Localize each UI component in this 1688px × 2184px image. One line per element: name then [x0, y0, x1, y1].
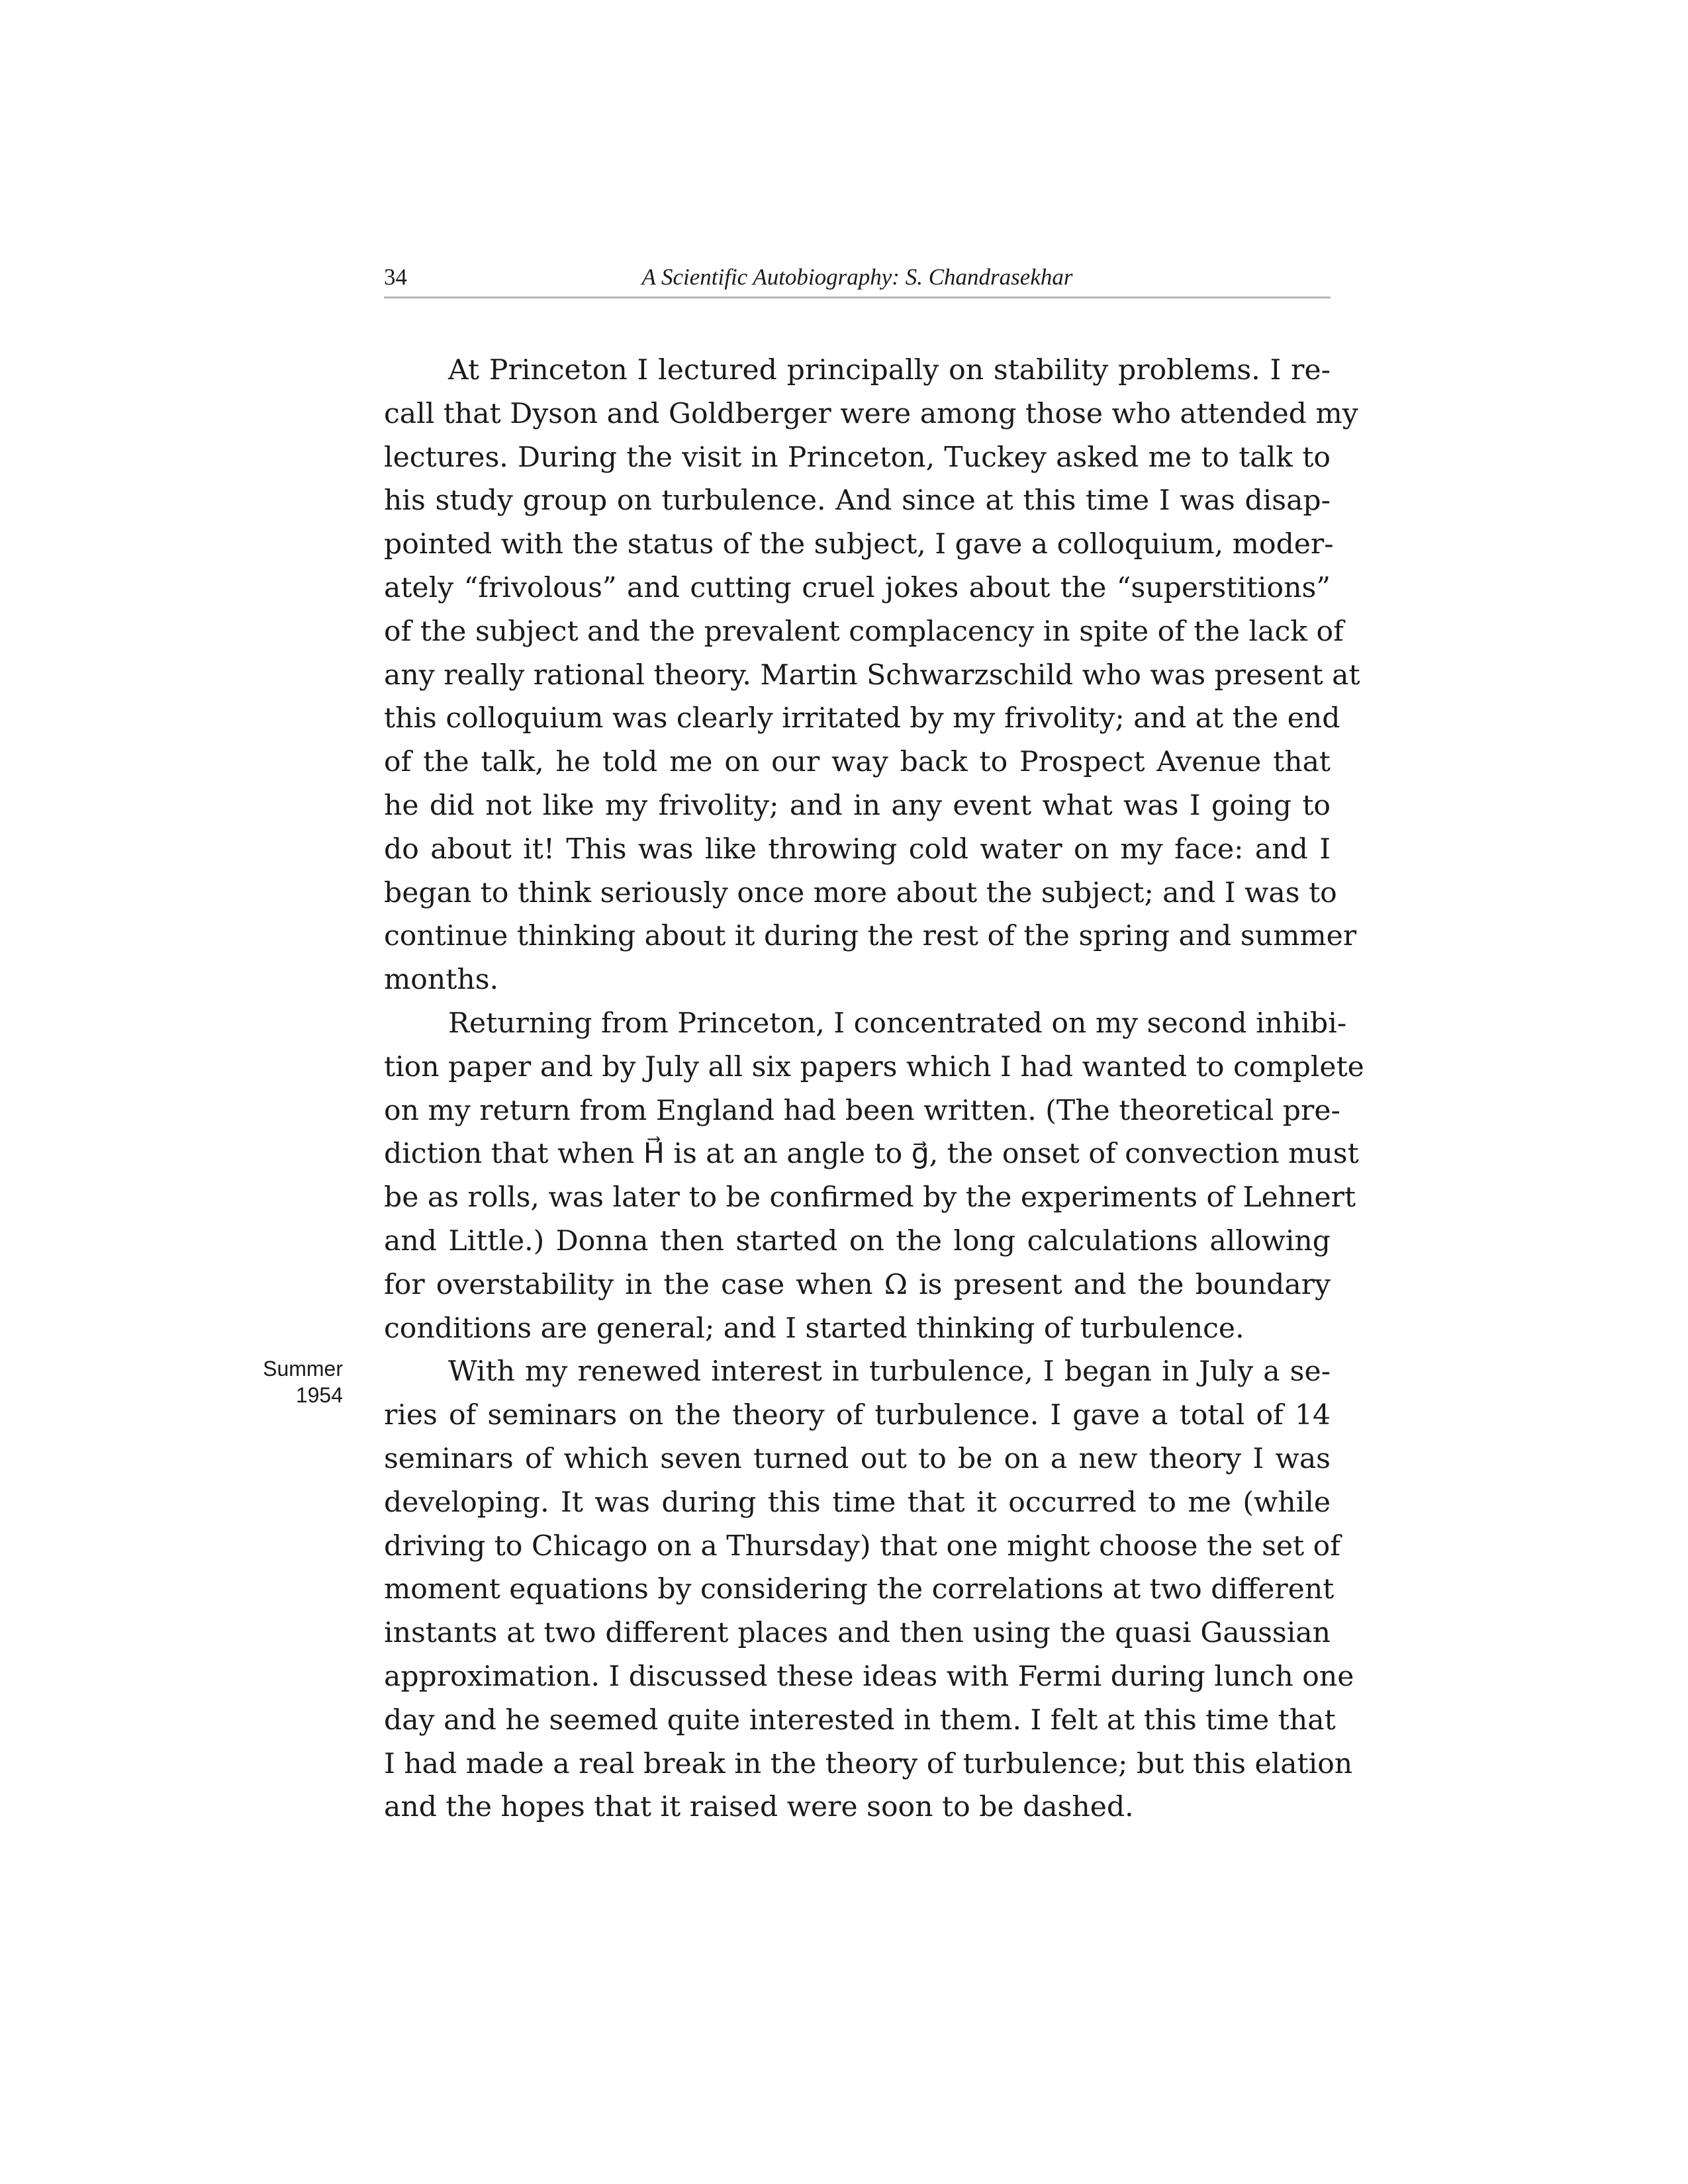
text-line: day and he seemed quite interested in them. I felt at this time that — [384, 1704, 1336, 1737]
text-line: tion paper and by July all six papers which I had wanted to complete — [384, 1050, 1364, 1083]
text-line: months. — [384, 964, 499, 997]
text-line: continue thinking about it during the rest of the spring and summer — [384, 920, 1357, 953]
text-line: his study group on turbulence. And since at this time I was disap- — [384, 484, 1331, 518]
text-line: developing. It was during this time that it occurred to me (while — [384, 1486, 1331, 1519]
text-line: he did not like my frivolity; and in any event what was I going to — [384, 789, 1331, 822]
running-header — [384, 262, 1331, 298]
text-line: of the subject and the prevalent complacency in spite of the lack of — [384, 615, 1344, 648]
text-line: for overstability in the case when Ω is present and the boundary — [384, 1268, 1331, 1301]
text-line: call that Dyson and Goldberger were among those who attended my — [384, 397, 1358, 430]
text-line: and Little.) Donna then started on the long calculations allowing — [384, 1224, 1331, 1257]
paragraph — [384, 1002, 1364, 1350]
page-number: 34 — [384, 264, 407, 290]
text-line: be as rolls, was later to be confirmed by the experiments of Lehnert — [384, 1181, 1356, 1214]
text-line: With my renewed interest in turbulence, I began in July a se- — [448, 1355, 1331, 1388]
text-line: driving to Chicago on a Thursday) that one might choose the set of — [384, 1529, 1340, 1563]
text-line: ately “frivolous” and cutting cruel jokes about the “superstitions” — [384, 571, 1331, 604]
text-line: of the talk, he told me on our way back to Prospect Avenue that — [384, 746, 1331, 779]
margin-note-year: 1954 — [295, 1383, 343, 1407]
text-line: do about it! This was like throwing cold water on my face: and I — [384, 833, 1331, 866]
text-line: approximation. I discussed these ideas with Fermi during lunch one — [384, 1660, 1354, 1693]
text-line: Returning from Princeton, I concentrated on my second inhibi- — [448, 1007, 1347, 1040]
paragraph — [384, 1350, 1354, 1829]
text-line: pointed with the status of the subject, I gave a colloquium, moder- — [384, 528, 1334, 561]
text-line: began to think seriously once more about the subject; and I was to — [384, 876, 1337, 909]
margin-note-season: Summer — [263, 1357, 343, 1381]
text-line: I had made a real break in the theory of turbulence; but this elation — [384, 1747, 1353, 1780]
text-line: lectures. During the visit in Princeton, Tuckey asked me to talk to — [384, 441, 1331, 474]
text-line: this colloquium was clearly irritated by my frivolity; and at the end — [384, 702, 1340, 735]
text-line: on my return from England had been written. (The theoretical pre- — [384, 1094, 1340, 1127]
text-line: and the hopes that it raised were soon to be dashed. — [384, 1791, 1134, 1824]
paragraph — [384, 349, 1360, 1002]
text-line: conditions are general; and I started thinking of turbulence. — [384, 1312, 1244, 1345]
text-line: any really rational theory. Martin Schwarzschild who was present at — [384, 659, 1360, 692]
body-text — [384, 349, 1364, 1829]
text-line: moment equations by considering the correlations at two different — [384, 1573, 1335, 1606]
text-line: instants at two different places and then using the quasi Gaussian — [384, 1617, 1331, 1650]
text-line: At Princeton I lectured principally on stability problems. I re- — [448, 354, 1331, 387]
margin-note — [262, 1355, 343, 1408]
text-line: ries of seminars on the theory of turbulence. I gave a total of 14 — [384, 1399, 1331, 1432]
text-line: diction that when H⃗ is at an angle to g⃗, the onset of convection must — [384, 1138, 1359, 1171]
running-title: A Scientific Autobiography: S. Chandrasekhar — [641, 264, 1073, 290]
text-line: seminars of which seven turned out to be on a new theory I was — [384, 1442, 1331, 1475]
